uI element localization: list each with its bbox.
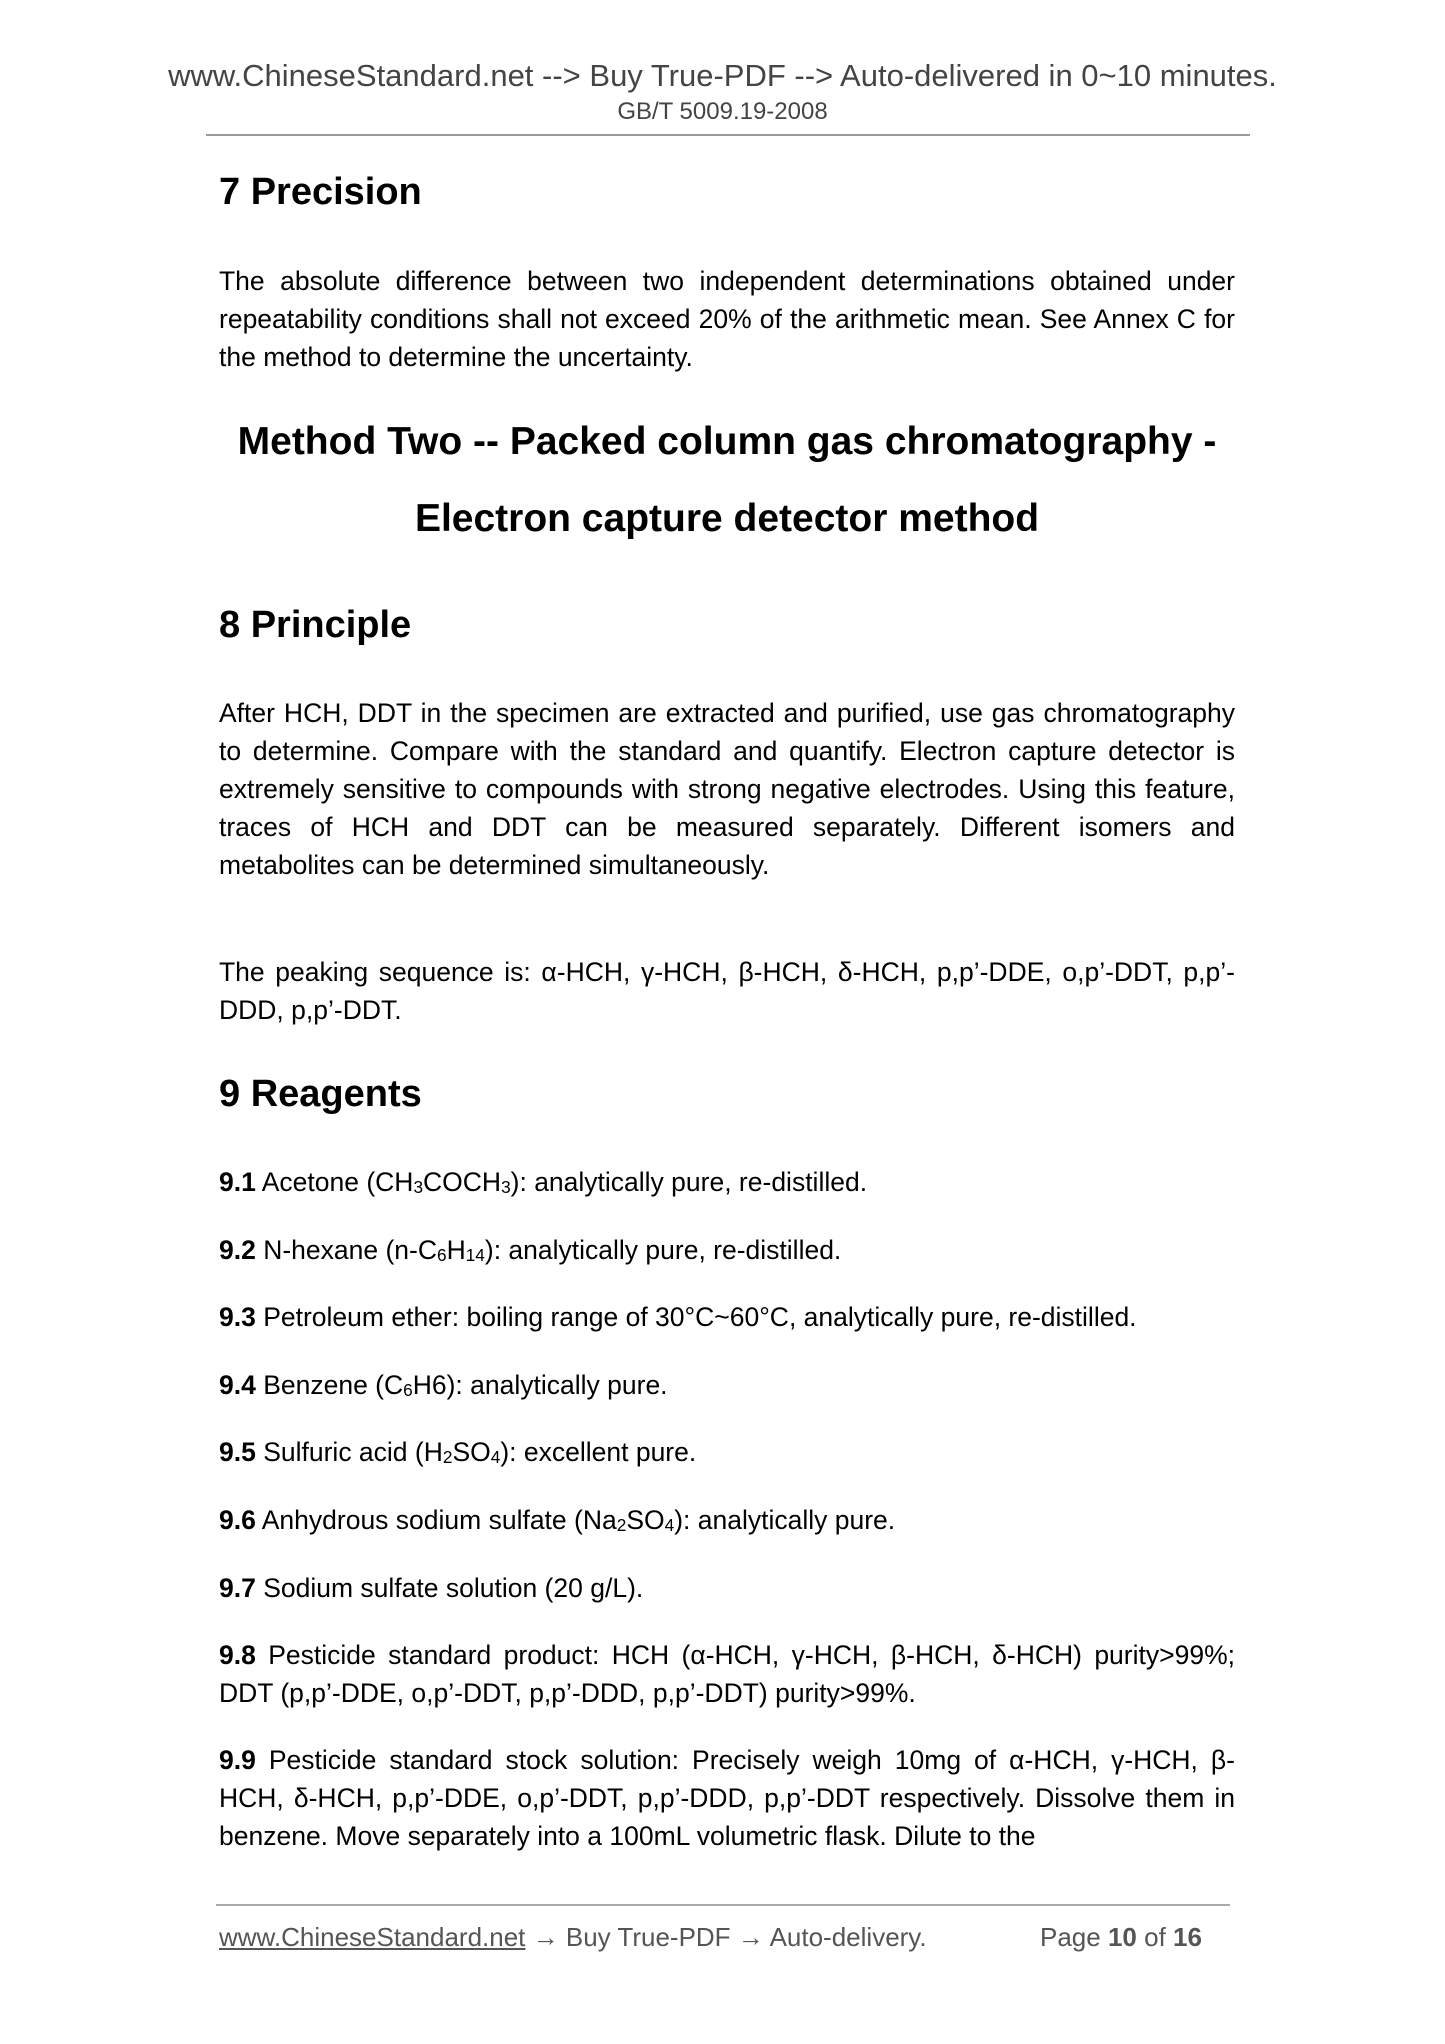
reagent-item: 9.7 Sodium sulfate solution (20 g/L). xyxy=(219,1573,644,1603)
reagent-item: 9.9 Pesticide standard stock solution: Precisely weigh 10mg of α-HCH, γ-HCH, β-HCH, δ-HCH, p,p’-DDE, o,p’-DDT, p,p’-DDD, p,p’-DDT respectively. Dissolve them in benzene. Move separately into a 100mL volumetric flask. Dilute to the xyxy=(219,1745,1235,1851)
section-9-heading: 9 Reagents xyxy=(219,1073,422,1115)
standard-number: GB/T 5009.19-2008 xyxy=(617,98,828,125)
section-8-heading: 8 Principle xyxy=(219,604,412,646)
peaking-sequence: The peaking sequence is: α-HCH, γ-HCH, β-HCH, δ-HCH, p,p’-DDE, o,p’-DDT, p,p’-DDD, p,p’-DDT. xyxy=(219,957,1235,1025)
reagent-item: 9.3 Petroleum ether: boiling range of 30°C~60°C, analytically pure, re-distilled. xyxy=(219,1302,1137,1332)
reagent-item: 9.8 Pesticide standard product: HCH (α-HCH, γ-HCH, β-HCH, δ-HCH) purity>99%; DDT (p,p’-DDE, o,p’-DDT, p,p’-DDD, p,p’-DDT) purity>99%. xyxy=(219,1640,1235,1708)
reagent-item: 9.4 Benzene $(C_6H6)$: analytically pure. xyxy=(219,1370,668,1400)
header-banner[interactable]: www.ChineseStandard.net --> Buy True-PDF --> Auto-delivered in 0~10 minutes. xyxy=(168,58,1277,93)
section-7-text: The absolute difference between two independent determinations obtained under repeatability conditions shall not exceed 20% of the arithmetic mean. See Annex C for the method to determine the uncertainty. xyxy=(219,266,1235,372)
section-7-heading: 7 Precision xyxy=(219,171,422,213)
footer-link[interactable]: www.ChineseStandard.net xyxy=(219,1922,526,1952)
reagent-item: 9.6 Anhydrous sodium sulfate $(Na_2SO_4)$: analytically pure. xyxy=(219,1505,896,1535)
reagent-item: 9.2 N-hexane $(n-C_6H_{14})$: analytically pure, re-distilled. xyxy=(219,1235,842,1265)
method-title-line2: Electron capture detector method xyxy=(414,497,1040,540)
method-title-line1: Method Two -- Packed column gas chromatography - xyxy=(237,420,1217,463)
footer-divider xyxy=(216,1904,1230,1906)
reagent-item: 9.1 Acetone $(CH_3COCH_3)$: analytically pure, re-distilled. xyxy=(219,1167,868,1197)
reagent-item: 9.5 Sulfuric acid $(H_2SO_4)$: excellent pure. xyxy=(219,1437,697,1467)
header-divider xyxy=(206,134,1250,136)
footer-text: www.ChineseStandard.net → Buy True-PDF → Auto-delivery. xyxy=(219,1922,927,1952)
section-8-text: After HCH, DDT in the specimen are extracted and purified, use gas chromatography to determine. Compare with the standard and quantify. Electron capture detector is extremely sensitive to compounds with strong negative electrodes. Using this feature, traces of HCH and DDT can be measured separately. Different isomers and metabolites can be determined simultaneously. xyxy=(219,698,1235,880)
page-indicator: Page 10 of 16 xyxy=(1040,1922,1202,1952)
